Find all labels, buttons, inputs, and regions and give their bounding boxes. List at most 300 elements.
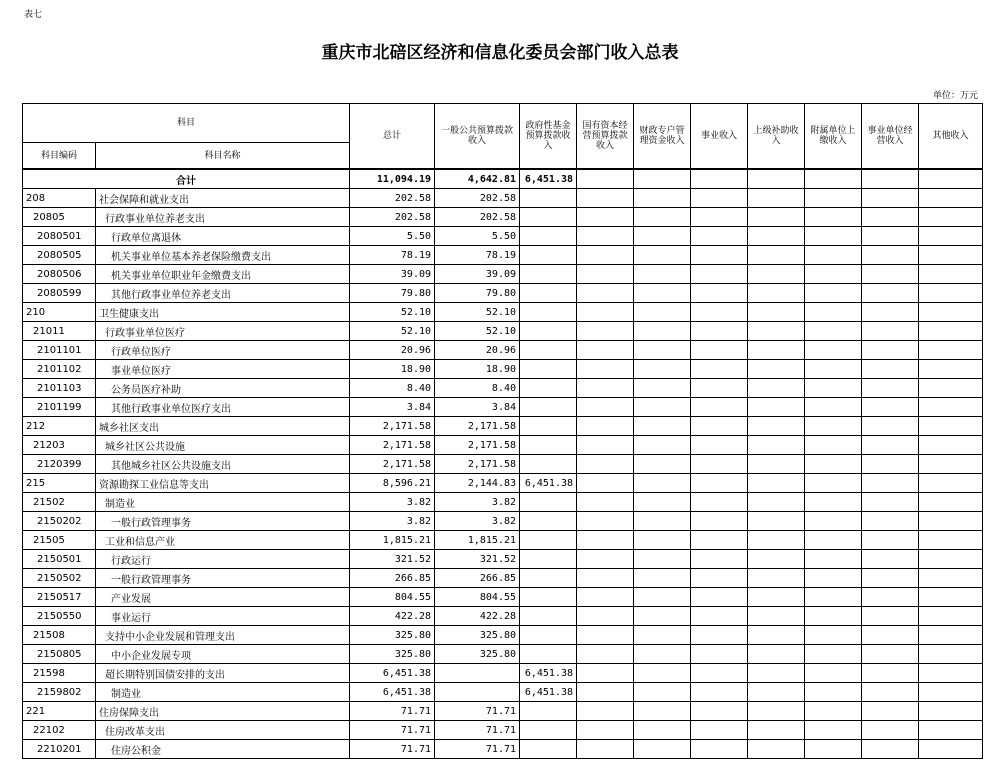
amount-total: 3.82 [350, 512, 435, 531]
empty-cell [862, 569, 919, 588]
subject-code: 2080506 [23, 265, 96, 284]
empty-cell [577, 740, 634, 759]
empty-cell [691, 379, 748, 398]
amount-fund-budget [520, 189, 577, 208]
empty-cell [862, 550, 919, 569]
subject-code: 2101102 [23, 360, 96, 379]
empty-cell [634, 588, 691, 607]
empty-cell [862, 626, 919, 645]
header-fund-budget: 政府性基金预算拨款收入 [520, 104, 577, 170]
empty-cell [805, 721, 862, 740]
empty-cell [805, 569, 862, 588]
subject-code: 2150501 [23, 550, 96, 569]
amount-fund-budget: 6,451.38 [520, 664, 577, 683]
subject-name: 行政运行 [96, 550, 350, 569]
amount-total: 321.52 [350, 550, 435, 569]
empty-cell [691, 740, 748, 759]
empty-cell [691, 493, 748, 512]
empty-cell [805, 265, 862, 284]
empty-cell [577, 208, 634, 227]
page-title: 重庆市北碚区经济和信息化委员会部门收入总表 [321, 43, 679, 63]
subject-name: 行政事业单位养老支出 [96, 208, 350, 227]
empty-cell [748, 588, 805, 607]
amount-total: 79.80 [350, 284, 435, 303]
empty-cell [577, 455, 634, 474]
empty-cell [634, 607, 691, 626]
empty-cell [634, 531, 691, 550]
amount-general-budget: 3.82 [435, 493, 520, 512]
empty-cell [691, 550, 748, 569]
empty-cell [634, 569, 691, 588]
empty-cell [862, 683, 919, 702]
amount-general-budget: 18.90 [435, 360, 520, 379]
amount-general-budget: 71.71 [435, 740, 520, 759]
header-other-income: 其他收入 [919, 104, 983, 170]
table-row [23, 550, 983, 569]
amount-general-budget: 5.50 [435, 227, 520, 246]
table-row [23, 474, 983, 493]
empty-cell [691, 588, 748, 607]
empty-cell [691, 303, 748, 322]
table-row [23, 360, 983, 379]
amount-total: 1,815.21 [350, 531, 435, 550]
table-row [23, 626, 983, 645]
empty-cell [919, 607, 983, 626]
table-row [23, 436, 983, 455]
empty-cell [862, 246, 919, 265]
empty-cell [691, 417, 748, 436]
empty-cell [577, 493, 634, 512]
empty-cell [634, 284, 691, 303]
empty-cell [805, 398, 862, 417]
amount-fund-budget [520, 246, 577, 265]
empty-cell [805, 322, 862, 341]
amount-total: 18.90 [350, 360, 435, 379]
amount-total: 52.10 [350, 303, 435, 322]
subject-code: 21505 [23, 531, 96, 550]
table-row [23, 284, 983, 303]
subject-code: 2210201 [23, 740, 96, 759]
empty-cell [634, 702, 691, 721]
empty-cell [634, 664, 691, 683]
empty-cell [634, 455, 691, 474]
subject-code: 21011 [23, 322, 96, 341]
empty-cell [577, 626, 634, 645]
amount-total: 202.58 [350, 208, 435, 227]
empty-cell [691, 246, 748, 265]
empty-cell [577, 474, 634, 493]
empty-cell [919, 702, 983, 721]
amount-total: 2,171.58 [350, 455, 435, 474]
subject-code: 2120399 [23, 455, 96, 474]
empty-cell [577, 227, 634, 246]
empty-cell [577, 588, 634, 607]
subject-name: 住房公积金 [96, 740, 350, 759]
empty-cell [748, 341, 805, 360]
amount-total: 422.28 [350, 607, 435, 626]
empty-cell [577, 341, 634, 360]
amount-fund-budget: 6,451.38 [520, 474, 577, 493]
income-summary-table [22, 103, 983, 759]
amount-general-budget: 804.55 [435, 588, 520, 607]
amount-general-budget: 39.09 [435, 265, 520, 284]
amount-general-budget [435, 664, 520, 683]
empty-cell [805, 702, 862, 721]
empty-cell [634, 645, 691, 664]
empty-cell [805, 493, 862, 512]
empty-cell [634, 303, 691, 322]
empty-cell [748, 702, 805, 721]
empty-cell [919, 455, 983, 474]
table-row [23, 246, 983, 265]
header-operating-income: 事业单位经营收入 [862, 104, 919, 170]
empty-cell [862, 721, 919, 740]
header-affiliated-income: 附属单位上缴收入 [805, 104, 862, 170]
empty-cell [691, 474, 748, 493]
empty-cell [862, 531, 919, 550]
empty-cell [862, 322, 919, 341]
amount-fund-budget [520, 588, 577, 607]
empty-cell [634, 493, 691, 512]
empty-cell [919, 588, 983, 607]
empty-cell [634, 740, 691, 759]
total-amount: 11,094.19 [350, 169, 435, 189]
empty-cell [805, 588, 862, 607]
subject-code: 22102 [23, 721, 96, 740]
empty-cell [577, 512, 634, 531]
amount-general-budget: 422.28 [435, 607, 520, 626]
empty-cell [805, 227, 862, 246]
empty-cell [577, 645, 634, 664]
empty-cell [691, 455, 748, 474]
empty-cell [919, 379, 983, 398]
empty-cell [862, 284, 919, 303]
empty-cell [748, 398, 805, 417]
empty-cell [634, 417, 691, 436]
empty-cell [748, 246, 805, 265]
empty-cell [919, 189, 983, 208]
total-row [23, 169, 983, 189]
amount-fund-budget [520, 512, 577, 531]
empty-cell [634, 398, 691, 417]
empty-cell [805, 550, 862, 569]
amount-general-budget: 3.82 [435, 512, 520, 531]
empty-cell [748, 455, 805, 474]
table-row [23, 208, 983, 227]
amount-fund-budget [520, 303, 577, 322]
empty-cell [862, 512, 919, 531]
subject-name: 事业单位医疗 [96, 360, 350, 379]
subject-name: 行政单位离退休 [96, 227, 350, 246]
amount-total: 3.84 [350, 398, 435, 417]
empty-cell [577, 550, 634, 569]
subject-name: 其他城乡社区公共设施支出 [96, 455, 350, 474]
amount-fund-budget [520, 721, 577, 740]
empty-cell [691, 189, 748, 208]
amount-fund-budget [520, 531, 577, 550]
empty-cell [691, 607, 748, 626]
empty-cell [805, 607, 862, 626]
subject-code: 215 [23, 474, 96, 493]
subject-name: 住房改革支出 [96, 721, 350, 740]
empty-cell [805, 664, 862, 683]
table-row [23, 569, 983, 588]
subject-code: 2150550 [23, 607, 96, 626]
amount-total: 71.71 [350, 702, 435, 721]
subject-name: 行政事业单位医疗 [96, 322, 350, 341]
empty-cell [691, 569, 748, 588]
header-subject: 科目 [23, 104, 350, 143]
table-row [23, 645, 983, 664]
subject-name: 卫生健康支出 [96, 303, 350, 322]
empty-cell [634, 379, 691, 398]
empty-cell [805, 208, 862, 227]
empty-cell [748, 569, 805, 588]
subject-code: 20805 [23, 208, 96, 227]
header-subject-code: 科目编码 [23, 143, 96, 170]
empty-cell [862, 740, 919, 759]
header-superior-subsidy: 上级补助收入 [748, 104, 805, 170]
table-row [23, 379, 983, 398]
empty-cell [748, 208, 805, 227]
empty-cell [691, 626, 748, 645]
amount-fund-budget [520, 455, 577, 474]
subject-code: 21502 [23, 493, 96, 512]
empty-cell [691, 341, 748, 360]
empty-cell [862, 360, 919, 379]
amount-total: 5.50 [350, 227, 435, 246]
empty-cell [634, 721, 691, 740]
empty-cell [805, 341, 862, 360]
empty-cell [805, 626, 862, 645]
empty-cell [748, 493, 805, 512]
empty-cell [919, 265, 983, 284]
empty-cell [634, 550, 691, 569]
table-row [23, 455, 983, 474]
empty-cell [919, 550, 983, 569]
empty-cell [805, 512, 862, 531]
subject-code: 2159802 [23, 683, 96, 702]
empty-cell [919, 474, 983, 493]
amount-general-budget: 52.10 [435, 303, 520, 322]
amount-total: 8,596.21 [350, 474, 435, 493]
amount-total: 3.82 [350, 493, 435, 512]
amount-general-budget: 2,171.58 [435, 455, 520, 474]
empty-cell [805, 683, 862, 702]
amount-total: 39.09 [350, 265, 435, 284]
unit-label: 单位：万元 [932, 91, 978, 101]
empty-cell [577, 379, 634, 398]
empty-cell [577, 664, 634, 683]
empty-cell [634, 189, 691, 208]
amount-fund-budget [520, 227, 577, 246]
empty-cell [691, 208, 748, 227]
empty-cell [691, 265, 748, 284]
empty-cell [634, 436, 691, 455]
empty-cell [805, 740, 862, 759]
amount-fund-budget [520, 284, 577, 303]
amount-general-budget: 52.10 [435, 322, 520, 341]
subject-name: 事业运行 [96, 607, 350, 626]
empty-cell [805, 284, 862, 303]
empty-cell [634, 208, 691, 227]
header-state-capital: 国有资本经营预算拨款收入 [577, 104, 634, 170]
amount-general-budget: 2,144.83 [435, 474, 520, 493]
empty-cell [691, 227, 748, 246]
amount-fund-budget [520, 626, 577, 645]
empty-cell [919, 626, 983, 645]
empty-cell [748, 379, 805, 398]
empty-cell [919, 417, 983, 436]
total-fund-budget: 6,451.38 [520, 169, 577, 189]
empty-cell [748, 474, 805, 493]
table-row [23, 417, 983, 436]
subject-code: 21203 [23, 436, 96, 455]
empty-cell [577, 417, 634, 436]
empty-cell [862, 227, 919, 246]
table-row [23, 588, 983, 607]
header-special-account: 财政专户管理资金收入 [634, 104, 691, 170]
empty-cell [805, 455, 862, 474]
empty-cell [691, 322, 748, 341]
table-row [23, 189, 983, 208]
amount-general-budget: 20.96 [435, 341, 520, 360]
empty-cell [691, 360, 748, 379]
subject-name: 资源勘探工业信息等支出 [96, 474, 350, 493]
empty-cell [919, 436, 983, 455]
empty-cell [862, 379, 919, 398]
amount-general-budget: 71.71 [435, 702, 520, 721]
empty-cell [748, 303, 805, 322]
empty-cell [862, 493, 919, 512]
amount-fund-budget [520, 360, 577, 379]
empty-cell [748, 607, 805, 626]
amount-general-budget: 321.52 [435, 550, 520, 569]
empty-cell [919, 493, 983, 512]
empty-cell [577, 398, 634, 417]
empty-cell [748, 189, 805, 208]
table-row [23, 322, 983, 341]
amount-fund-budget [520, 322, 577, 341]
amount-general-budget: 71.71 [435, 721, 520, 740]
amount-general-budget: 2,171.58 [435, 436, 520, 455]
amount-total: 78.19 [350, 246, 435, 265]
subject-name: 城乡社区公共设施 [96, 436, 350, 455]
subject-name: 机关事业单位基本养老保险缴费支出 [96, 246, 350, 265]
amount-total: 71.71 [350, 740, 435, 759]
empty-cell [634, 265, 691, 284]
empty-cell [577, 607, 634, 626]
amount-total: 2,171.58 [350, 436, 435, 455]
empty-cell [748, 531, 805, 550]
empty-cell [748, 683, 805, 702]
subject-code: 21598 [23, 664, 96, 683]
empty-cell [577, 284, 634, 303]
empty-cell [691, 436, 748, 455]
subject-code: 208 [23, 189, 96, 208]
empty-cell [634, 512, 691, 531]
table-row [23, 341, 983, 360]
subject-name: 产业发展 [96, 588, 350, 607]
empty-cell [919, 208, 983, 227]
subject-name: 一般行政管理事务 [96, 569, 350, 588]
empty-cell [748, 417, 805, 436]
amount-general-budget: 325.80 [435, 645, 520, 664]
empty-cell [748, 360, 805, 379]
empty-cell [748, 512, 805, 531]
amount-fund-budget [520, 379, 577, 398]
amount-total: 71.71 [350, 721, 435, 740]
amount-fund-budget [520, 265, 577, 284]
amount-total: 20.96 [350, 341, 435, 360]
table-row [23, 227, 983, 246]
table-row [23, 683, 983, 702]
empty-cell [919, 398, 983, 417]
empty-cell [691, 512, 748, 531]
amount-general-budget: 2,171.58 [435, 417, 520, 436]
empty-cell [634, 683, 691, 702]
empty-cell [862, 588, 919, 607]
empty-cell [748, 322, 805, 341]
amount-fund-budget [520, 607, 577, 626]
empty-cell [577, 569, 634, 588]
empty-cell [919, 531, 983, 550]
empty-cell [919, 683, 983, 702]
empty-cell [862, 303, 919, 322]
empty-cell [748, 265, 805, 284]
empty-cell [748, 645, 805, 664]
amount-fund-budget [520, 569, 577, 588]
empty-cell [748, 284, 805, 303]
amount-fund-budget [520, 398, 577, 417]
empty-cell [691, 531, 748, 550]
empty-cell [748, 436, 805, 455]
amount-general-budget: 266.85 [435, 569, 520, 588]
amount-fund-budget [520, 493, 577, 512]
subject-code: 2150805 [23, 645, 96, 664]
subject-name: 其他行政事业单位医疗支出 [96, 398, 350, 417]
empty-cell [748, 740, 805, 759]
empty-cell [805, 303, 862, 322]
empty-cell [577, 721, 634, 740]
subject-name: 制造业 [96, 493, 350, 512]
subject-name: 一般行政管理事务 [96, 512, 350, 531]
empty-cell [577, 322, 634, 341]
empty-cell [805, 531, 862, 550]
empty-cell [862, 265, 919, 284]
amount-total: 325.80 [350, 626, 435, 645]
subject-name: 中小企业发展专项 [96, 645, 350, 664]
empty-cell [577, 683, 634, 702]
empty-cell [748, 550, 805, 569]
empty-cell [634, 341, 691, 360]
empty-cell [577, 246, 634, 265]
subject-code: 2150202 [23, 512, 96, 531]
table-row [23, 303, 983, 322]
amount-fund-budget [520, 645, 577, 664]
empty-cell [748, 664, 805, 683]
amount-total: 8.40 [350, 379, 435, 398]
empty-cell [577, 360, 634, 379]
amount-general-budget: 202.58 [435, 189, 520, 208]
empty-cell [691, 683, 748, 702]
empty-cell [919, 569, 983, 588]
empty-cell [748, 721, 805, 740]
total-general-budget: 4,642.81 [435, 169, 520, 189]
empty-cell [919, 740, 983, 759]
empty-cell [748, 626, 805, 645]
amount-total: 6,451.38 [350, 683, 435, 702]
